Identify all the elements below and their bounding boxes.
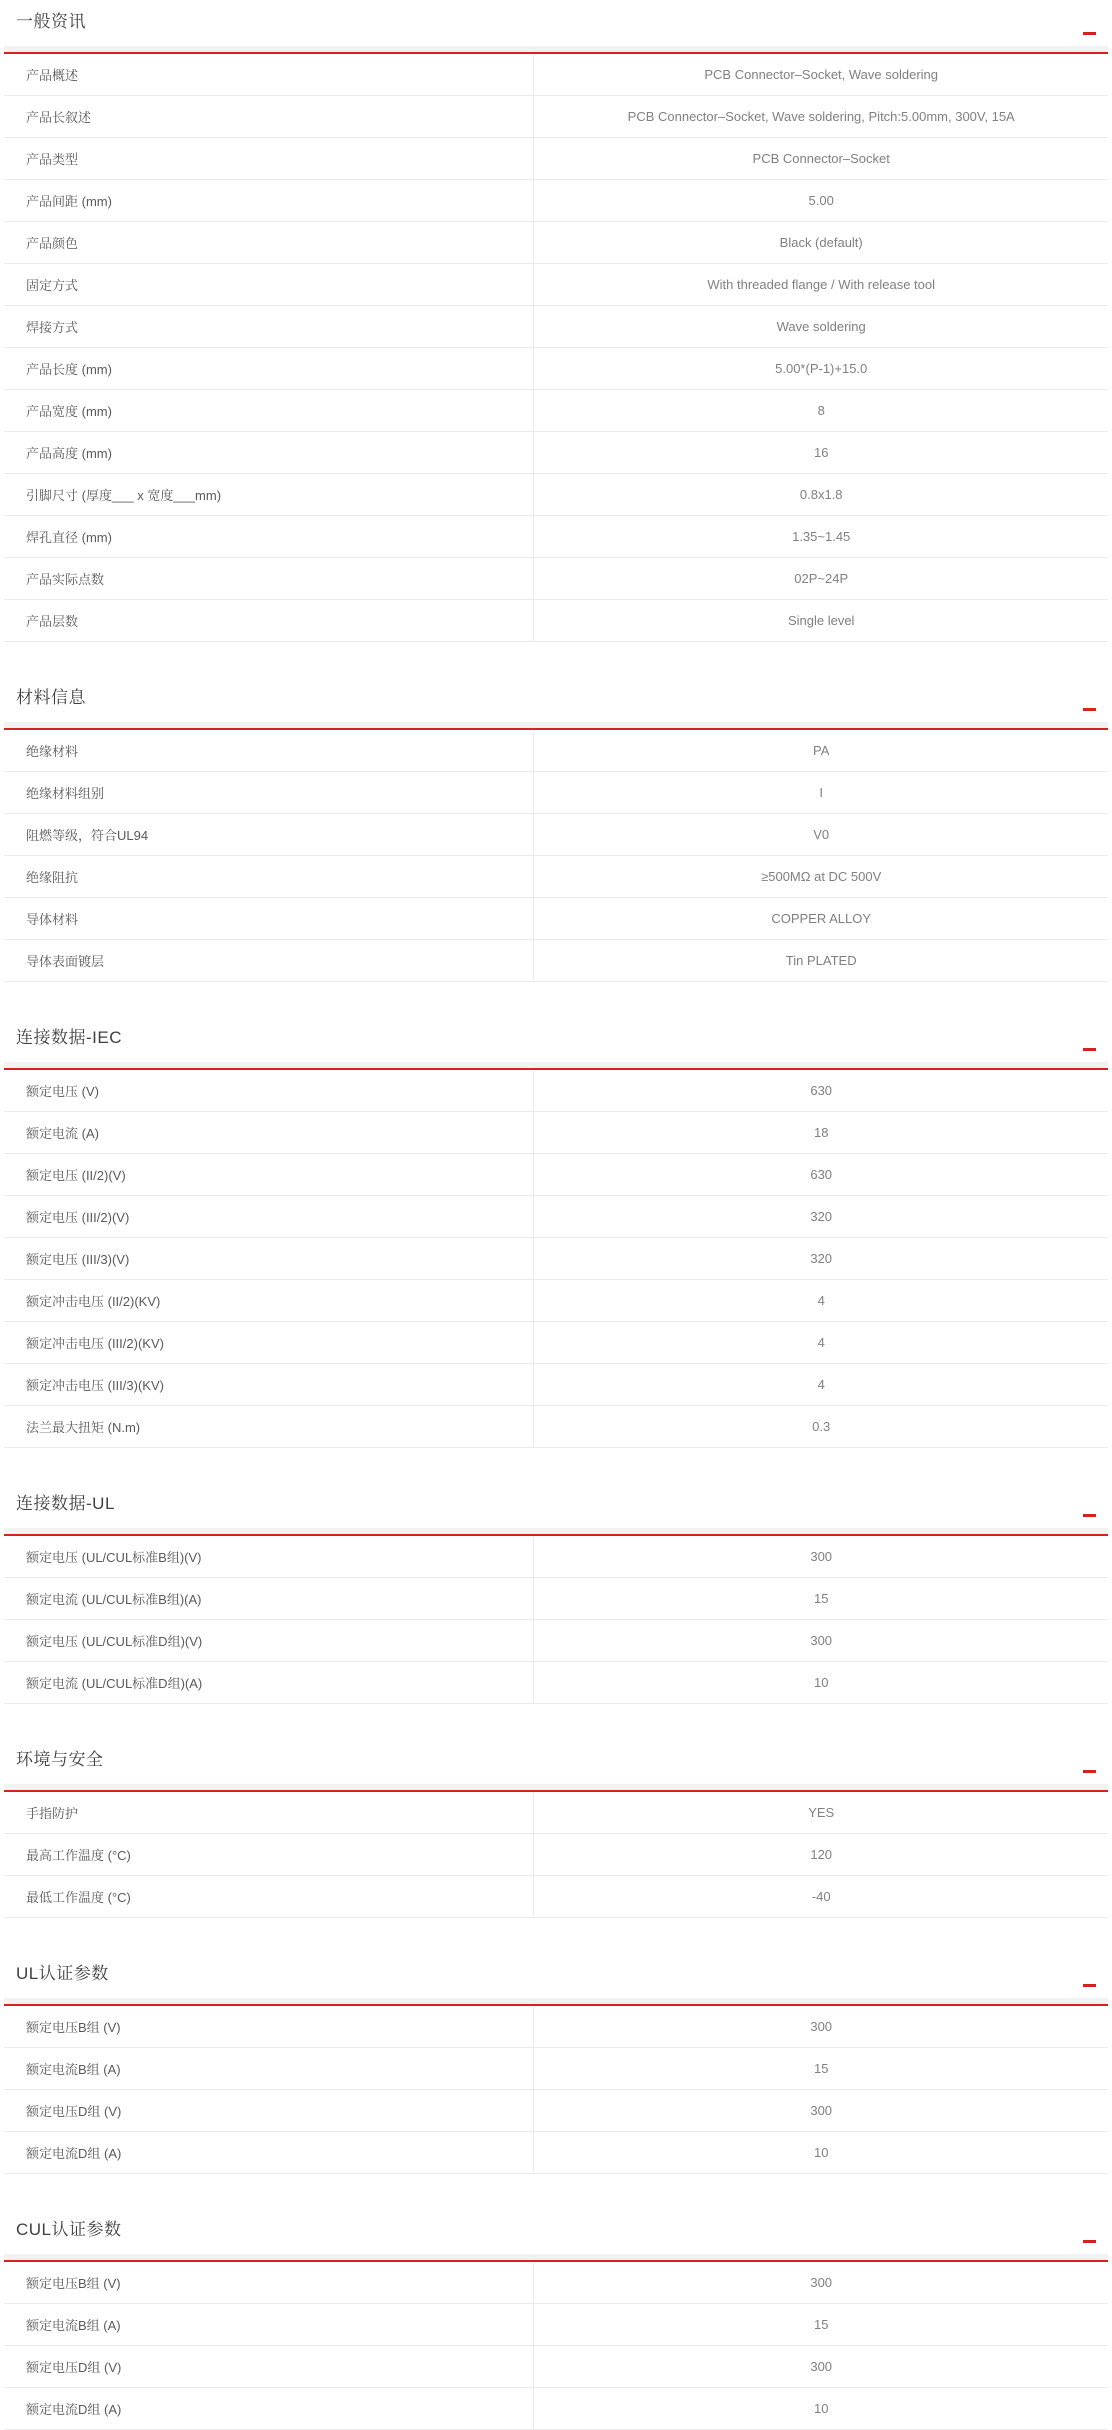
spec-value: V0 (534, 814, 1108, 856)
spec-table-body (4, 2006, 1108, 2174)
spec-label: 产品高度 (mm) (4, 432, 534, 474)
spec-label: 引脚尺寸 (厚度___ x 宽度___mm) (4, 474, 534, 516)
spec-label: 绝缘材料 (4, 730, 534, 772)
table-row (4, 730, 1108, 772)
section-underline (4, 1998, 1108, 2006)
spec-value: 15 (534, 1578, 1108, 1620)
section-underline (4, 1528, 1108, 1536)
table-row (4, 1364, 1108, 1406)
spec-value: 320 (534, 1196, 1108, 1238)
spec-value: 1.35~1.45 (534, 516, 1108, 558)
spec-label: 产品实际点数 (4, 558, 534, 600)
table-row (4, 432, 1108, 474)
spec-table (4, 1536, 1108, 1704)
table-row (4, 558, 1108, 600)
section-header (4, 1748, 1108, 1772)
spec-value: 18 (534, 1112, 1108, 1154)
section-header (4, 1492, 1108, 1516)
spec-label: 额定电压 (III/3)(V) (4, 1238, 534, 1280)
spec-label: 额定冲击电压 (II/2)(KV) (4, 1280, 534, 1322)
section-underline (4, 722, 1108, 730)
spec-section (4, 1026, 1108, 1448)
spec-label: 最高工作温度 (°C) (4, 1834, 534, 1876)
sections (4, 10, 1108, 2430)
spec-section (4, 686, 1108, 982)
spec-value: YES (534, 1792, 1108, 1834)
spec-section (4, 1492, 1108, 1704)
table-row (4, 2006, 1108, 2048)
table-row (4, 600, 1108, 642)
spec-label: 额定电流B组 (A) (4, 2304, 534, 2346)
section-underline (4, 1784, 1108, 1792)
spec-table-body (4, 1536, 1108, 1704)
table-row (4, 390, 1108, 432)
table-row (4, 474, 1108, 516)
table-row (4, 2132, 1108, 2174)
spec-label: 焊接方式 (4, 306, 534, 348)
spec-label: 法兰最大扭矩 (N.m) (4, 1406, 534, 1448)
spec-value: 120 (534, 1834, 1108, 1876)
spec-table (4, 1070, 1108, 1448)
table-row (4, 1834, 1108, 1876)
spec-label: 固定方式 (4, 264, 534, 306)
table-row (4, 1620, 1108, 1662)
table-row (4, 1196, 1108, 1238)
spec-label: 额定电流D组 (A) (4, 2132, 534, 2174)
minus-icon[interactable] (1083, 1770, 1096, 1773)
table-row (4, 1112, 1108, 1154)
spec-value: 5.00*(P-1)+15.0 (534, 348, 1108, 390)
spec-value: PA (534, 730, 1108, 772)
spec-label: 额定电流 (A) (4, 1112, 534, 1154)
section-title: 材料信息 (16, 688, 86, 707)
spec-label: 额定冲击电压 (III/3)(KV) (4, 1364, 534, 1406)
spec-value: 4 (534, 1364, 1108, 1406)
table-row (4, 54, 1108, 96)
table-row (4, 222, 1108, 264)
spec-value: COPPER ALLOY (534, 898, 1108, 940)
spec-value: Black (default) (534, 222, 1108, 264)
table-row (4, 264, 1108, 306)
spec-section (4, 1962, 1108, 2174)
table-row (4, 1322, 1108, 1364)
spec-table (4, 2006, 1108, 2174)
spec-value: 300 (534, 2090, 1108, 2132)
spec-value: 16 (534, 432, 1108, 474)
spec-label: 额定电压 (V) (4, 1070, 534, 1112)
section-header (4, 1962, 1108, 1986)
spec-label: 额定电压 (II/2)(V) (4, 1154, 534, 1196)
spec-table (4, 2262, 1108, 2430)
table-row (4, 1280, 1108, 1322)
spec-label: 产品长叙述 (4, 96, 534, 138)
table-row (4, 1578, 1108, 1620)
table-row (4, 1154, 1108, 1196)
spec-value: 10 (534, 2388, 1108, 2430)
spec-label: 额定电压B组 (V) (4, 2262, 534, 2304)
spec-value: 300 (534, 2006, 1108, 2048)
spec-label: 额定电压D组 (V) (4, 2346, 534, 2388)
spec-label: 绝缘材料组别 (4, 772, 534, 814)
spec-value: PCB Connector–Socket, Wave soldering, Pitch:5.00mm, 300V, 15A (534, 96, 1108, 138)
spec-label: 手指防护 (4, 1792, 534, 1834)
table-row (4, 2346, 1108, 2388)
table-row (4, 306, 1108, 348)
table-row (4, 1238, 1108, 1280)
minus-icon[interactable] (1083, 1048, 1096, 1051)
spec-value: 630 (534, 1070, 1108, 1112)
spec-label: 额定电流D组 (A) (4, 2388, 534, 2430)
spec-label: 导体表面镀层 (4, 940, 534, 982)
spec-label: 产品间距 (mm) (4, 180, 534, 222)
spec-label: 产品类型 (4, 138, 534, 180)
minus-icon[interactable] (1083, 1984, 1096, 1987)
table-row (4, 2048, 1108, 2090)
spec-value: 4 (534, 1322, 1108, 1364)
spec-value: Wave soldering (534, 306, 1108, 348)
spec-value: 8 (534, 390, 1108, 432)
table-row (4, 516, 1108, 558)
spec-value: With threaded flange / With release tool (534, 264, 1108, 306)
spec-label: 额定电压 (UL/CUL标准D组)(V) (4, 1620, 534, 1662)
spec-label: 阻燃等级，符合UL94 (4, 814, 534, 856)
spec-value: PCB Connector–Socket (534, 138, 1108, 180)
spec-label: 额定电压 (III/2)(V) (4, 1196, 534, 1238)
spec-label: 焊孔直径 (mm) (4, 516, 534, 558)
table-row (4, 2090, 1108, 2132)
spec-value: PCB Connector–Socket, Wave soldering (534, 54, 1108, 96)
spec-value: 02P~24P (534, 558, 1108, 600)
spec-label: 额定电流 (UL/CUL标准D组)(A) (4, 1662, 534, 1704)
spec-label: 产品长度 (mm) (4, 348, 534, 390)
spec-label: 产品概述 (4, 54, 534, 96)
spec-table (4, 730, 1108, 982)
table-row (4, 856, 1108, 898)
table-row (4, 96, 1108, 138)
spec-table-body (4, 730, 1108, 982)
section-header (4, 2218, 1108, 2242)
section-underline (4, 1062, 1108, 1070)
spec-table-body (4, 54, 1108, 642)
section-underline (4, 2254, 1108, 2262)
table-row (4, 348, 1108, 390)
table-row (4, 1536, 1108, 1578)
table-row (4, 1876, 1108, 1918)
spec-value: 10 (534, 2132, 1108, 2174)
table-row (4, 1070, 1108, 1112)
table-row (4, 898, 1108, 940)
section-header (4, 10, 1108, 34)
spec-label: 最低工作温度 (°C) (4, 1876, 534, 1918)
spec-value: 300 (534, 2346, 1108, 2388)
spec-label: 额定电压B组 (V) (4, 2006, 534, 2048)
table-row (4, 138, 1108, 180)
spec-value: ≥500MΩ at DC 500V (534, 856, 1108, 898)
spec-label: 额定电流 (UL/CUL标准B组)(A) (4, 1578, 534, 1620)
spec-value: 300 (534, 1536, 1108, 1578)
table-row (4, 1406, 1108, 1448)
spec-label: 额定冲击电压 (III/2)(KV) (4, 1322, 534, 1364)
table-row (4, 2262, 1108, 2304)
spec-value: 15 (534, 2304, 1108, 2346)
spec-value: 0.8x1.8 (534, 474, 1108, 516)
section-title: UL认证参数 (16, 1964, 109, 1983)
section-header (4, 1026, 1108, 1050)
table-row (4, 180, 1108, 222)
spec-value: 0.3 (534, 1406, 1108, 1448)
section-title: 一般资讯 (16, 12, 86, 31)
spec-value: -40 (534, 1876, 1108, 1918)
table-row (4, 1662, 1108, 1704)
spec-value: I (534, 772, 1108, 814)
spec-value: Single level (534, 600, 1108, 642)
spec-value: 4 (534, 1280, 1108, 1322)
spec-table (4, 1792, 1108, 1918)
section-header (4, 686, 1108, 710)
table-row (4, 2388, 1108, 2430)
spec-label: 额定电压D组 (V) (4, 2090, 534, 2132)
minus-icon[interactable] (1083, 2240, 1096, 2243)
spec-value: 630 (534, 1154, 1108, 1196)
spec-section (4, 10, 1108, 642)
spec-value: 15 (534, 2048, 1108, 2090)
table-row (4, 814, 1108, 856)
spec-label: 产品颜色 (4, 222, 534, 264)
spec-value: 10 (534, 1662, 1108, 1704)
spec-label: 绝缘阻抗 (4, 856, 534, 898)
section-title: CUL认证参数 (16, 2220, 122, 2239)
table-row (4, 2304, 1108, 2346)
spec-value: 300 (534, 2262, 1108, 2304)
spec-section (4, 1748, 1108, 1918)
spec-value: 300 (534, 1620, 1108, 1662)
table-row (4, 1792, 1108, 1834)
spec-label: 产品宽度 (mm) (4, 390, 534, 432)
minus-icon[interactable] (1083, 32, 1096, 35)
section-title: 环境与安全 (16, 1750, 104, 1769)
section-title: 连接数据-IEC (16, 1028, 122, 1047)
section-underline (4, 46, 1108, 54)
spec-table (4, 54, 1108, 642)
table-row (4, 772, 1108, 814)
spec-label: 额定电流B组 (A) (4, 2048, 534, 2090)
spec-label: 导体材料 (4, 898, 534, 940)
spec-table-body (4, 2262, 1108, 2430)
spec-value: Tin PLATED (534, 940, 1108, 982)
spec-table-body (4, 1070, 1108, 1448)
spec-value: 320 (534, 1238, 1108, 1280)
spec-label: 额定电压 (UL/CUL标准B组)(V) (4, 1536, 534, 1578)
spec-table-body (4, 1792, 1108, 1918)
table-row (4, 940, 1108, 982)
section-title: 连接数据-UL (16, 1494, 115, 1513)
spec-value: 5.00 (534, 180, 1108, 222)
spec-section (4, 2218, 1108, 2430)
minus-icon[interactable] (1083, 708, 1096, 711)
minus-icon[interactable] (1083, 1514, 1096, 1517)
spec-label: 产品层数 (4, 600, 534, 642)
